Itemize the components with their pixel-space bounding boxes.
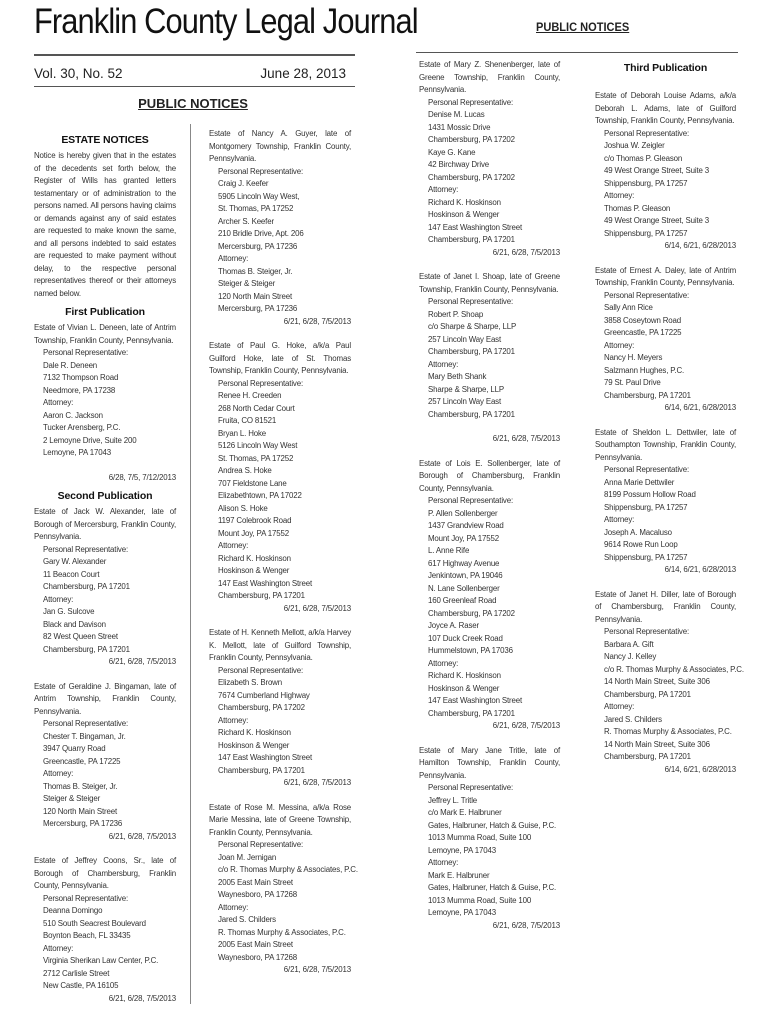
notice-line: Mercersburg, PA 17236 (218, 241, 298, 251)
notice-line: Gates, Halbruner, Hatch & Guise, P.C. (428, 820, 557, 830)
notice-line: 7674 Cumberland Highway (218, 690, 310, 700)
notice-line: Joyce A. Raser (428, 621, 479, 630)
notice-line: Mount Joy, PA 17552 (428, 533, 499, 543)
notice-line: Waynesboro, PA 17268 (218, 890, 298, 899)
notice-line: c/o Thomas P. Gleason (604, 153, 683, 163)
notice-line: Personal Representative: (428, 297, 514, 306)
notice-line: Attorney: (428, 858, 459, 867)
notice-line: Personal Representative: (428, 97, 514, 107)
notice-line: Mount Joy, PA 17552 (218, 528, 289, 538)
notice-line: Personal Representative: (43, 893, 129, 903)
publication-dates: 6/21, 6/28, 7/5/2013 (108, 831, 176, 841)
notice-line: 3858 Coseytown Road (604, 315, 681, 325)
notice-line: Fruita, CO 81521 (218, 416, 277, 425)
notice-line: Chambersburg, PA 17201 (43, 582, 130, 591)
estate-title: Estate of Mary Z. Shenenberger, late of Greene Township, Franklin County, Pennsylvania. (419, 60, 560, 94)
notice-line: Anna Marie Dettwiler (604, 477, 675, 487)
spacer (595, 253, 736, 265)
publication-dates: 6/14, 6/21, 6/28/2013 (664, 764, 736, 774)
notice-line: Needmore, PA 17238 (43, 385, 116, 395)
notice-line: c/o Sharpe & Sharpe, LLP (428, 322, 517, 331)
notice-line: Chambersburg, PA 17201 (428, 708, 515, 718)
notice-line: Thomas B. Steiger, Jr. (43, 781, 118, 791)
notice-line: P. Allen Sollenberger (428, 508, 498, 518)
notice-line: 1197 Colebrook Road (218, 516, 292, 525)
notice-line: Mark E. Halbruner (428, 870, 490, 880)
notice-line: Aaron C. Jackson (43, 410, 103, 420)
notice-line: Chambersburg, PA 17202 (428, 172, 515, 182)
notice-line: 147 East Washington Street (218, 753, 313, 762)
notice-line: Personal Representative: (604, 128, 690, 138)
notice-line: Lemoyne, PA 17043 (428, 845, 496, 855)
notice-line: 1431 Mossic Drive (428, 122, 491, 132)
notice-line: 147 East Washington Street (428, 696, 523, 705)
notice-line: Jeffrey L. Tritle (428, 795, 478, 805)
notice-line: 9614 Rowe Run Loop (604, 540, 678, 549)
notice-line: Hoskinson & Wenger (218, 740, 290, 750)
publication-dates: 6/21, 6/28, 7/5/2013 (283, 316, 351, 326)
issue-line (34, 66, 346, 81)
notice-line: R. Thomas Murphy & Associates, P.C. (604, 727, 732, 736)
notice-line: Hummelstown, PA 17036 (428, 646, 513, 655)
estate-title: Estate of Nancy A. Guyer, late of Montgomery Township, Franklin County, Pennsylvania. (209, 129, 351, 163)
notice-line: Personal Representative: (43, 719, 129, 728)
notice-line: Hoskinson & Wenger (428, 210, 500, 219)
notice-line: Personal Representative: (218, 378, 304, 388)
top-right-rule (416, 52, 738, 53)
masthead-rule (34, 54, 355, 56)
notice-line: Thomas P. Gleason (604, 203, 671, 213)
notice-line: Attorney: (43, 594, 74, 604)
notice-line: 707 Fieldstone Lane (218, 478, 287, 488)
estate-title: Notice is hereby given that in the estates of the decedents set forth below, the Register of Wills has granted letters testamentary or of administration to the persons named. All persons having claims or demands against any of said estates are requested to make known the same, and all persons indebted to said estates are requested to make payment without delay, to the respective personal representatives thereof or their attorneys named below. (34, 151, 176, 298)
notice-line: Alison S. Hoke (218, 503, 268, 513)
estate-title: Estate of Vivian L. Deneen, late of Antrim Township, Franklin County, Pennsylvania. (34, 323, 176, 345)
notice-line: Mary Beth Shank (428, 372, 487, 381)
notice-line: Hoskinson & Wenger (218, 566, 290, 575)
notice-line: Nancy J. Kelley (604, 652, 657, 661)
notice-line: 8199 Possum Hollow Road (604, 490, 696, 499)
notice-line: 257 Lincoln Way East (428, 397, 502, 406)
notice-line: 7132 Thompson Road (43, 373, 119, 382)
notice-line: Virginia Sherikan Law Center, P.C. (43, 956, 159, 965)
notice-line: Chambersburg, PA 17201 (604, 390, 691, 400)
spacer (209, 790, 351, 802)
notice-line: Attorney: (43, 398, 74, 407)
notice-line: St. Thomas, PA 17252 (218, 453, 294, 463)
notice-line: 160 Greenleaf Road (428, 596, 497, 605)
masthead-title: Franklin County Legal Journal (34, 2, 418, 41)
estate-title: Estate of Jeffrey Coons, Sr., late of Borough of Chambersburg, Franklin County, Pennsylvania. (34, 856, 176, 890)
notice-line: Shippensburg, PA 17257 (604, 178, 688, 188)
publication-dates: 6/21, 6/28, 7/5/2013 (283, 778, 351, 787)
notice-line: N. Lane Sollenberger (428, 583, 500, 593)
notice-line: Shippensburg, PA 17257 (604, 552, 688, 562)
publication-dates: 6/21, 6/28, 7/5/2013 (492, 721, 560, 730)
estate-title: Estate of Deborah Louise Adams, a/k/a Deborah L. Adams, late of Guilford Township, Franklin County, Pennsylvania. (595, 91, 736, 125)
notice-line: Deanna Domingo (43, 906, 103, 915)
notice-line: Bryan L. Hoke (218, 428, 267, 438)
column-divider (190, 124, 191, 1004)
section-heading: Third Publication (623, 62, 708, 74)
notice-line: Hoskinson & Wenger (428, 683, 500, 693)
notice-line: Archer S. Keefer (218, 216, 274, 226)
notice-line: 2712 Carlisle Street (43, 968, 110, 978)
notice-line: Steiger & Steiger (218, 279, 276, 288)
spacer (209, 328, 351, 340)
estate-title: Estate of Mary Jane Tritle, late of Hamilton Township, Franklin County, Pennsylvania. (419, 745, 560, 780)
notice-line: Chambersburg, PA 17201 (218, 591, 305, 600)
notice-line: Waynesboro, PA 17268 (218, 952, 298, 962)
notice-line: 268 North Cedar Court (218, 403, 295, 413)
publication-dates: 6/21, 6/28, 7/5/2013 (108, 657, 176, 666)
notice-line: Personal Representative: (43, 544, 129, 554)
publication-dates: 6/21, 6/28, 7/5/2013 (492, 920, 560, 930)
notice-line: Attorney: (218, 715, 249, 725)
notice-line: 147 East Washington Street (218, 578, 313, 588)
notice-line: Joan M. Jernigan (218, 852, 277, 862)
notice-line: L. Anne Rife (428, 546, 470, 555)
notice-line: Richard K. Hoskinson (428, 671, 501, 680)
notice-line: Sally Ann Rice (604, 303, 653, 312)
notice-line: Richard K. Hoskinson (218, 553, 291, 563)
notice-line: Shippensburg, PA 17257 (604, 502, 688, 512)
notice-line: Attorney: (43, 769, 74, 778)
notice-line: Personal Representative: (428, 496, 514, 505)
notice-line: Chester T. Bingaman, Jr. (43, 731, 126, 741)
notice-line: Attorney: (218, 541, 249, 550)
notice-line: Chambersburg, PA 17201 (428, 235, 515, 244)
section-title: PUBLIC NOTICES (138, 96, 248, 111)
notice-line: Chambersburg, PA 17202 (428, 608, 515, 618)
notice-line: R. Thomas Murphy & Associates, P.C. (218, 927, 346, 937)
notice-line: Attorney: (218, 902, 249, 912)
notice-line: 3947 Quarry Road (43, 744, 106, 753)
notice-line: Jenkintown, PA 19046 (428, 571, 503, 580)
spacer (34, 843, 176, 855)
notice-line: Renee H. Creeden (218, 391, 282, 400)
notice-line: Nancy H. Meyers (604, 353, 663, 362)
notice-line: 5905 Lincoln Way West, (218, 191, 300, 201)
notice-line: Chambersburg, PA 17201 (218, 765, 305, 775)
notice-line: Denise M. Lucas (428, 110, 485, 119)
notice-line: Personal Representative: (428, 783, 514, 792)
notice-line: Personal Representative: (43, 348, 129, 357)
notice-line: c/o R. Thomas Murphy & Associates, P.C. (604, 664, 744, 674)
notice-line: Chambersburg, PA 17201 (428, 347, 515, 356)
notice-line: Kaye G. Kane (428, 147, 476, 157)
issue-date: June 28, 2013 (260, 66, 346, 81)
issue-rule (34, 86, 355, 87)
publication-dates: 6/21, 6/28, 7/5/2013 (492, 434, 560, 443)
spacer (419, 446, 560, 458)
notice-line: Greencastle, PA 17225 (604, 328, 682, 337)
column-2 (209, 128, 358, 977)
estate-title: Estate of Janet I. Shoap, late of Greene Township, Franklin County, Pennsylvania. (419, 272, 560, 294)
notice-line: 1013 Mumma Road, Suite 100 (428, 833, 532, 842)
notice-line: Chambersburg, PA 17201 (428, 409, 515, 419)
notice-line: Greencastle, PA 17225 (43, 756, 121, 766)
notice-line: Lemoyne, PA 17043 (428, 908, 496, 917)
notice-line: Richard K. Hoskinson (218, 728, 291, 737)
notice-line: Barbara A. Gift (604, 639, 654, 649)
notice-line: Chambersburg, PA 17202 (428, 135, 515, 144)
notice-line: Mercersburg, PA 17236 (43, 819, 123, 828)
notice-line: 120 North Main Street (218, 291, 293, 301)
notice-line: Salzmann Hughes, P.C. (604, 365, 685, 375)
notice-line: Gary W. Alexander (43, 557, 107, 566)
notice-line: Boynton Beach, FL 33435 (43, 931, 131, 940)
notice-line: St. Thomas, PA 17252 (218, 204, 294, 213)
notice-line: 49 West Orange Street, Suite 3 (604, 166, 710, 175)
notice-line: Attorney: (604, 702, 635, 711)
notice-line: Sharpe & Sharpe, LLP (428, 384, 504, 394)
notice-line: 14 North Main Street, Suite 306 (604, 677, 710, 686)
notice-line: 510 South Seacrest Boulevard (43, 918, 146, 928)
notice-line: Personal Representative: (604, 465, 690, 474)
notice-line: 120 North Main Street (43, 806, 118, 816)
notice-line: Andrea S. Hoke (218, 466, 272, 475)
top-section-label: PUBLIC NOTICES (536, 20, 630, 34)
spacer (209, 615, 351, 627)
notice-line: Attorney: (604, 340, 635, 350)
spacer (595, 78, 736, 90)
notice-line: 147 East Washington Street (428, 222, 523, 232)
notice-line: Chambersburg, PA 17201 (43, 644, 130, 654)
spacer (595, 577, 736, 589)
section-heading: Second Publication (57, 490, 153, 502)
publication-dates: 6/21, 6/28, 7/5/2013 (283, 603, 351, 613)
notice-line: c/o R. Thomas Murphy & Associates, P.C. (218, 865, 358, 874)
notice-line: Chambersburg, PA 17201 (604, 689, 691, 699)
publication-dates: 6/14, 6/21, 6/28/2013 (664, 565, 736, 574)
notice-line: Chambersburg, PA 17201 (604, 752, 691, 761)
estate-title: Estate of H. Kenneth Mellott, a/k/a Harvey K. Mellott, late of Guilford Township, Franklin County, Pennsylvania. (209, 628, 351, 662)
spacer (595, 415, 736, 427)
publication-dates: 6/28, 7/5, 7/12/2013 (108, 472, 176, 482)
notice-line: Jan G. Sulcove (43, 607, 95, 616)
notice-line: Steiger & Steiger (43, 794, 101, 803)
notice-line: 5126 Lincoln Way West (218, 441, 298, 450)
estate-title: Estate of Janet H. Diller, late of Borough of Chambersburg, Franklin County, Pennsylvania. (595, 589, 736, 624)
notice-line: Craig J. Keefer (218, 179, 269, 188)
spacer (419, 421, 560, 433)
notice-line: 42 Birchway Drive (428, 160, 490, 169)
notice-line: 617 Highway Avenue (428, 558, 500, 568)
notice-line: Tucker Arensberg, P.C. (43, 423, 121, 432)
estate-title: Estate of Lois E. Sollenberger, late of Borough of Chambersburg, Franklin County, Pennsylvania. (419, 458, 560, 493)
notice-line: Mercersburg, PA 17236 (218, 304, 298, 313)
publication-dates: 6/21, 6/28, 7/5/2013 (492, 247, 560, 257)
column-4 (595, 56, 744, 776)
spacer (419, 733, 560, 745)
notice-line: Jared S. Childers (218, 915, 276, 924)
notice-line: 257 Lincoln Way East (428, 334, 502, 344)
notice-line: 210 Bridle Drive, Apt. 206 (218, 229, 304, 238)
notice-line: Gates, Halbruner, Hatch & Guise, P.C. (428, 883, 557, 892)
notice-line: Attorney: (428, 658, 459, 668)
notice-line: 2005 East Main Street (218, 940, 293, 949)
notice-line: Black and Davison (43, 619, 106, 629)
notice-line: Richard K. Hoskinson (428, 197, 501, 207)
notice-line: Jared S. Childers (604, 714, 662, 724)
estate-title: Estate of Jack W. Alexander, late of Borough of Mercersburg, Franklin County, Pennsylvania. (34, 507, 176, 541)
section-heading: First Publication (65, 306, 145, 318)
notice-line: 82 West Queen Street (43, 632, 118, 641)
notice-line: 11 Beacon Court (43, 569, 100, 579)
notice-line: Elizabethtown, PA 17022 (218, 491, 302, 500)
notice-line: 2005 East Main Street (218, 877, 293, 887)
notice-line: c/o Mark E. Halbruner (428, 808, 502, 817)
notice-line: 107 Duck Creek Road (428, 633, 503, 643)
estate-title: Estate of Rose M. Messina, a/k/a Rose Marie Messina, late of Greene Township, Franklin County, Pennsylvania. (209, 802, 351, 837)
notice-line: Attorney: (428, 359, 459, 369)
notice-line: 49 West Orange Street, Suite 3 (604, 216, 710, 225)
publication-dates: 6/14, 6/21, 6/28/2013 (664, 403, 736, 412)
estate-title: Estate of Ernest A. Daley, late of Antrim Township, Franklin County, Pennsylvania. (595, 265, 736, 287)
notice-line: Elizabeth S. Brown (218, 678, 282, 687)
notice-line: Attorney: (604, 191, 635, 200)
spacer (34, 669, 176, 681)
notice-line: 14 North Main Street, Suite 306 (604, 739, 710, 749)
publication-dates: 6/21, 6/28, 7/5/2013 (108, 993, 176, 1003)
notice-line: Personal Representative: (218, 665, 304, 675)
notice-line: 1013 Mumma Road, Suite 100 (428, 895, 532, 905)
notice-line: Personal Representative: (604, 627, 690, 636)
notice-line: Robert P. Shoap (428, 309, 484, 319)
notice-line: 79 St. Paul Drive (604, 378, 661, 387)
notice-line: 1437 Grandview Road (428, 521, 504, 530)
notice-line: Chambersburg, PA 17202 (218, 703, 305, 712)
volume-number: Vol. 30, No. 52 (34, 66, 123, 81)
notice-line: Attorney: (218, 254, 249, 263)
publication-dates: 6/21, 6/28, 7/5/2013 (283, 965, 351, 974)
spacer (34, 460, 176, 472)
notice-line: Thomas B. Steiger, Jr. (218, 266, 293, 276)
notice-line: Attorney: (604, 515, 635, 524)
notice-line: Lemoyne, PA 17043 (43, 448, 111, 457)
spacer (419, 259, 560, 271)
notice-line: Attorney: (428, 185, 459, 194)
notice-line: Personal Representative: (604, 290, 690, 300)
estate-title: Estate of Geraldine J. Bingaman, late of Antrim Township, Franklin County, Pennsylvania. (34, 681, 176, 716)
notice-line: Attorney: (43, 943, 74, 953)
column-3 (419, 59, 560, 932)
notice-line: Joseph A. Macaluso (604, 527, 672, 537)
section-heading: ESTATE NOTICES (61, 134, 149, 146)
notice-line: Joshua W. Zeigler (604, 141, 665, 150)
notice-line: New Castle, PA 16105 (43, 981, 119, 990)
estate-title: Estate of Sheldon L. Dettwiler, late of Southampton Township, Franklin County, Pennsylvania. (595, 427, 736, 462)
notice-line: 2 Lemoyne Drive, Suite 200 (43, 435, 137, 445)
notice-line: Shippensburg, PA 17257 (604, 228, 688, 238)
publication-dates: 6/14, 6/21, 6/28/2013 (664, 241, 736, 250)
estate-title: Estate of Paul G. Hoke, a/k/a Paul Guilford Hoke, late of St. Thomas Township, Franklin County, Pennsylvania. (209, 341, 351, 375)
column-1 (34, 128, 176, 1005)
notice-line: Personal Representative: (218, 840, 304, 849)
notice-line: Dale R. Deneen (43, 360, 98, 370)
notice-line: Personal Representative: (218, 166, 304, 176)
